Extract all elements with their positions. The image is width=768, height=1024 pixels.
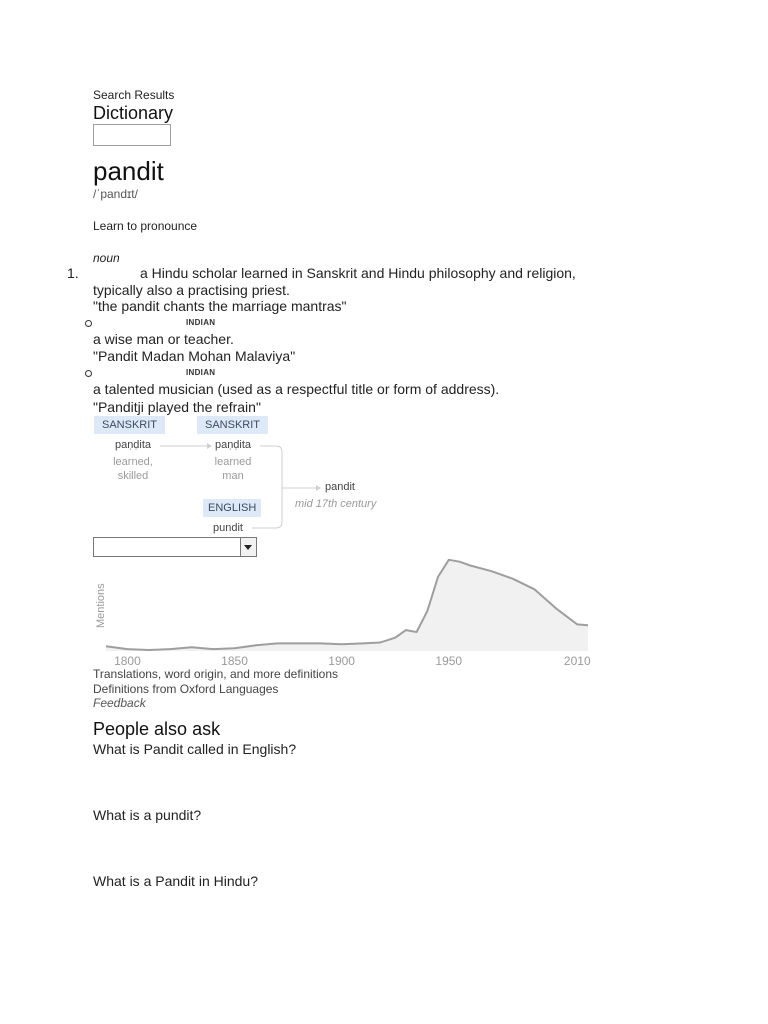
subsense-definition: a talented musician (used as a respectful title or form of address).	[93, 381, 500, 397]
etymology-language-pill: ENGLISH	[203, 499, 261, 517]
etymology-language-pill: SANSKRIT	[197, 416, 268, 434]
etymology-arrow-head	[316, 485, 321, 491]
etymology-gloss: skilled	[117, 470, 149, 482]
etymology-arrow-head	[207, 443, 212, 449]
phonetic: /ˈpandɪt/	[93, 187, 138, 201]
chart-area-fill	[106, 560, 588, 651]
sense-definition-line2: typically also a practising priest.	[93, 282, 290, 298]
search-results-label: Search Results	[93, 88, 175, 102]
sense-definition-line1: a Hindu scholar learned in Sanskrit and Hindu philosophy and religion,	[140, 265, 576, 281]
etymology-result-word: pandit	[325, 481, 355, 493]
chart-x-tick-label: 1800	[114, 654, 141, 668]
etymology-connector-bracket	[252, 446, 282, 528]
chart-x-tick-label: 1900	[328, 654, 355, 668]
learn-to-pronounce-link[interactable]: Learn to pronounce	[93, 219, 198, 233]
headword: pandit	[93, 156, 164, 186]
part-of-speech: noun	[93, 251, 120, 265]
chart-y-axis-label: Mentions	[95, 583, 107, 628]
etymology-language-pill: SANSKRIT	[94, 416, 165, 434]
translations-link[interactable]: Translations, word origin, and more definitions	[93, 667, 339, 681]
etymology-word: paṇḍita	[214, 439, 252, 451]
etymology-word: paṇḍita	[114, 439, 152, 451]
people-also-ask-heading: People also ask	[93, 719, 221, 739]
dictionary-heading: Dictionary	[93, 103, 174, 123]
region-tag: INDIAN	[186, 318, 216, 327]
subsense-example: "Panditji played the refrain"	[93, 399, 261, 415]
feedback-link[interactable]: Feedback	[93, 696, 146, 710]
etymology-gloss: learned,	[113, 456, 153, 468]
chart-x-tick-label: 1850	[221, 654, 248, 668]
chart-x-tick-label: 2010	[563, 654, 591, 668]
paa-question[interactable]: What is Pandit called in English?	[93, 741, 297, 757]
subsense-example: "Pandit Madan Mohan Malaviya"	[93, 348, 296, 364]
etymology-word: pundit	[213, 522, 243, 534]
etymology-gloss: learned	[214, 456, 252, 468]
paa-question[interactable]: What is a Pandit in Hindu?	[93, 873, 258, 889]
usage-over-time-chart	[86, 548, 596, 670]
chart-x-tick-label: 1950	[435, 654, 463, 668]
etymology-date: mid 17th century	[295, 498, 377, 510]
etymology-gloss: man	[222, 470, 244, 482]
sense-example: "the pandit chants the marriage mantras"	[93, 298, 347, 314]
oxford-attribution: Definitions from Oxford Languages	[93, 682, 279, 696]
sense-number: 1.	[67, 265, 79, 281]
subsense-definition: a wise man or teacher.	[93, 331, 234, 347]
paa-question[interactable]: What is a pundit?	[93, 807, 202, 823]
region-tag: INDIAN	[186, 368, 216, 377]
